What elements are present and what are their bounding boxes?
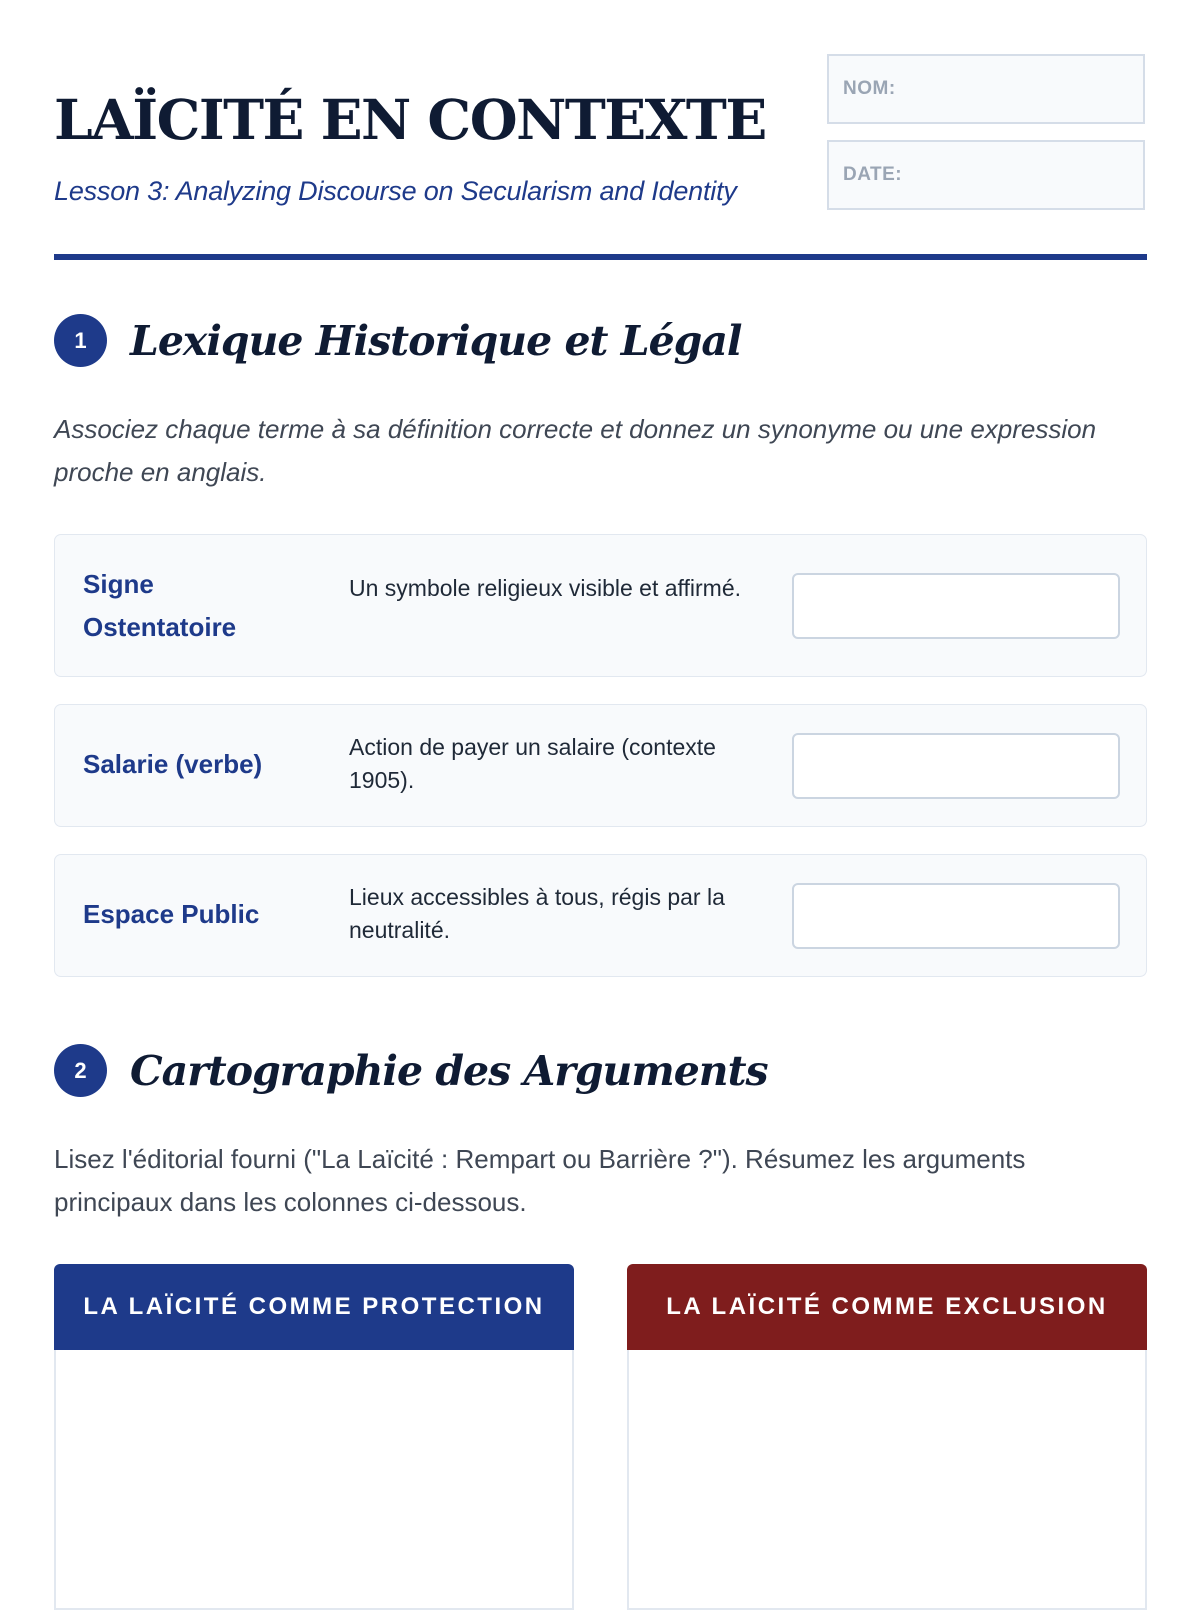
page-title: LAÏCITÉ EN CONTEXTE [54, 87, 766, 152]
vocab-answer-input[interactable] [792, 883, 1120, 949]
section-1-instructions: Associez chaque terme à sa définition correcte et donnez un synonyme ou une expression proche en anglais. [54, 414, 1097, 487]
vocab-definition: Action de payer un salaire (contexte 1905). [349, 734, 716, 793]
exclusion-notes-area[interactable] [627, 1350, 1147, 1610]
vocab-term: Salarie (verbe) [83, 749, 263, 779]
vocab-row [54, 534, 1147, 677]
vocab-answer-input[interactable] [792, 573, 1120, 639]
worksheet-header [54, 0, 1147, 262]
section-title: Cartographie des Arguments [130, 1046, 768, 1095]
vocab-definition: Un symbole religieux visible et affirmé. [349, 575, 742, 601]
section-number-badge: 1 [54, 314, 107, 367]
lesson-subtitle: Lesson 3: Analyzing Discourse on Secularism and Identity [54, 176, 737, 206]
section-1-heading [54, 314, 741, 367]
exclusion-column-header: LA LAÏCITÉ COMME EXCLUSION [627, 1264, 1147, 1350]
vocab-term: Signe Ostentatoire [83, 569, 237, 642]
vocab-row [54, 854, 1147, 977]
protection-column [54, 1264, 574, 1604]
section-number-badge: 2 [54, 1044, 107, 1097]
vocab-definition: Lieux accessibles à tous, régis par la neutralité. [349, 884, 725, 943]
protection-notes-area[interactable] [54, 1350, 574, 1610]
date-field[interactable] [827, 140, 1145, 210]
name-field[interactable] [827, 54, 1145, 124]
vocab-term: Espace Public [83, 899, 260, 929]
vocab-row [54, 704, 1147, 827]
name-field-label: NOM: [843, 78, 896, 99]
vocab-answer-input[interactable] [792, 733, 1120, 799]
date-field-label: DATE: [843, 164, 903, 185]
exclusion-column [627, 1264, 1147, 1604]
section-title: Lexique Historique et Légal [130, 316, 742, 365]
worksheet-page [54, 0, 1147, 1320]
section-2-heading [54, 1044, 768, 1097]
section-2-instructions: Lisez l'éditorial fourni ("La Laïcité : Rempart ou Barrière ?"). Résumez les arguments principaux dans les colonnes ci-dessous. [54, 1144, 1026, 1217]
header-divider [54, 254, 1147, 260]
protection-column-header: LA LAÏCITÉ COMME PROTECTION [54, 1264, 574, 1350]
